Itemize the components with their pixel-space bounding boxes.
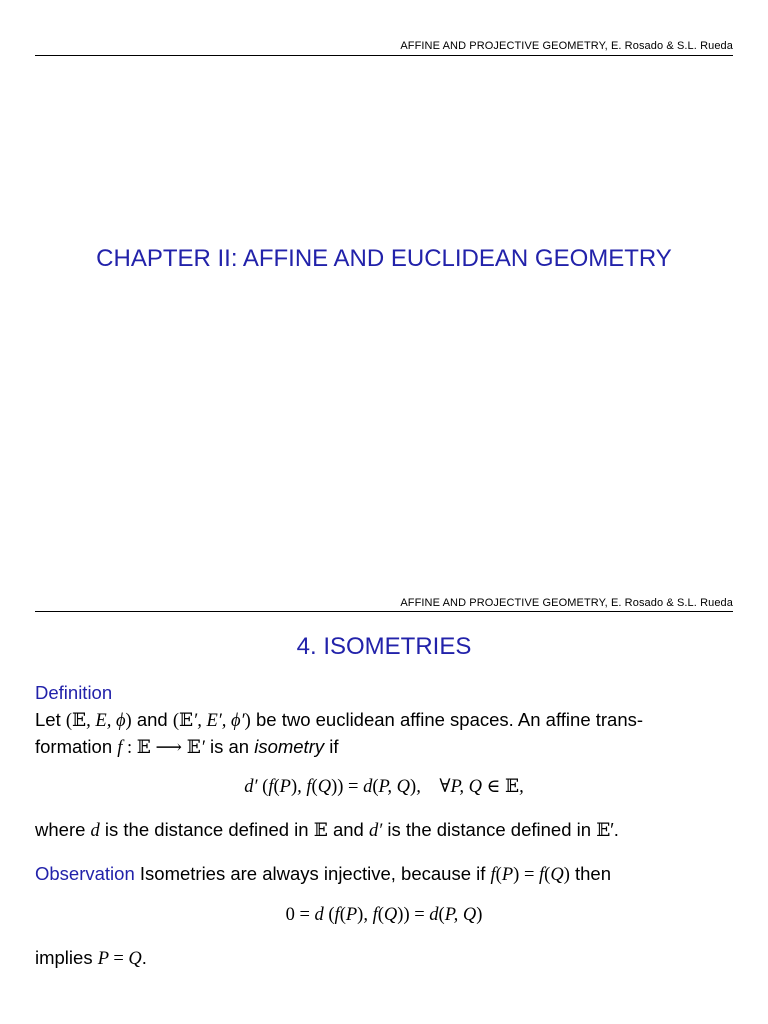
isometry-equation: d′ (f(P), f(Q)) = d(P, Q), ∀P, Q ∈ 𝔼, [244, 776, 524, 797]
def-and: and [136, 709, 168, 730]
where-end: is the distance defined in [387, 819, 592, 840]
def-let: Let [35, 709, 61, 730]
where-mid: is the distance defined in [104, 819, 309, 840]
def-formation: formation [35, 736, 113, 757]
observation-line: Observation Isometries are always injective, because if f(P) = f(Q) then [35, 863, 612, 885]
definition-line-2 [35, 733, 735, 762]
def-isometry: isometry [254, 736, 325, 757]
chapter-title: CHAPTER II: AFFINE AND EUCLIDEAN GEOMETRY [96, 245, 672, 272]
math-space-e-prime: (𝔼′, E′, ϕ′) [172, 710, 251, 731]
injective-equation: 0 = d (f(P), f(Q)) = d(P, Q) [285, 905, 483, 925]
math-space-e: (𝔼, E, ϕ) [65, 710, 132, 731]
implies-word: implies [35, 947, 93, 968]
header-rule-1 [35, 55, 733, 56]
implies-line: implies P = Q. [35, 947, 147, 969]
def-if: if [329, 736, 339, 757]
running-header-1: AFFINE AND PROJECTIVE GEOMETRY, E. Rosado & S.L. Rueda [400, 40, 733, 52]
observation-label: Observation [35, 863, 135, 884]
definition-label: Definition [35, 682, 113, 703]
def-rest-1: be two euclidean affine spaces. An affine trans- [255, 709, 644, 730]
where-line: where d is the distance defined in 𝔼 and d′ is the distance defined in 𝔼′. [35, 819, 619, 841]
where-word: where [35, 819, 86, 840]
where-and: and [332, 819, 364, 840]
definition-line-1 [35, 706, 735, 735]
observation-then: then [575, 863, 612, 884]
observation-text: Isometries are always injective, because if [139, 863, 486, 884]
header-rule-2 [35, 611, 733, 612]
math-map-f: f : 𝔼 ⟶ 𝔼′ [117, 737, 205, 758]
def-is-an: is an [209, 736, 250, 757]
section-title: 4. ISOMETRIES [296, 633, 472, 660]
running-header-2: AFFINE AND PROJECTIVE GEOMETRY, E. Rosado & S.L. Rueda [400, 597, 733, 609]
